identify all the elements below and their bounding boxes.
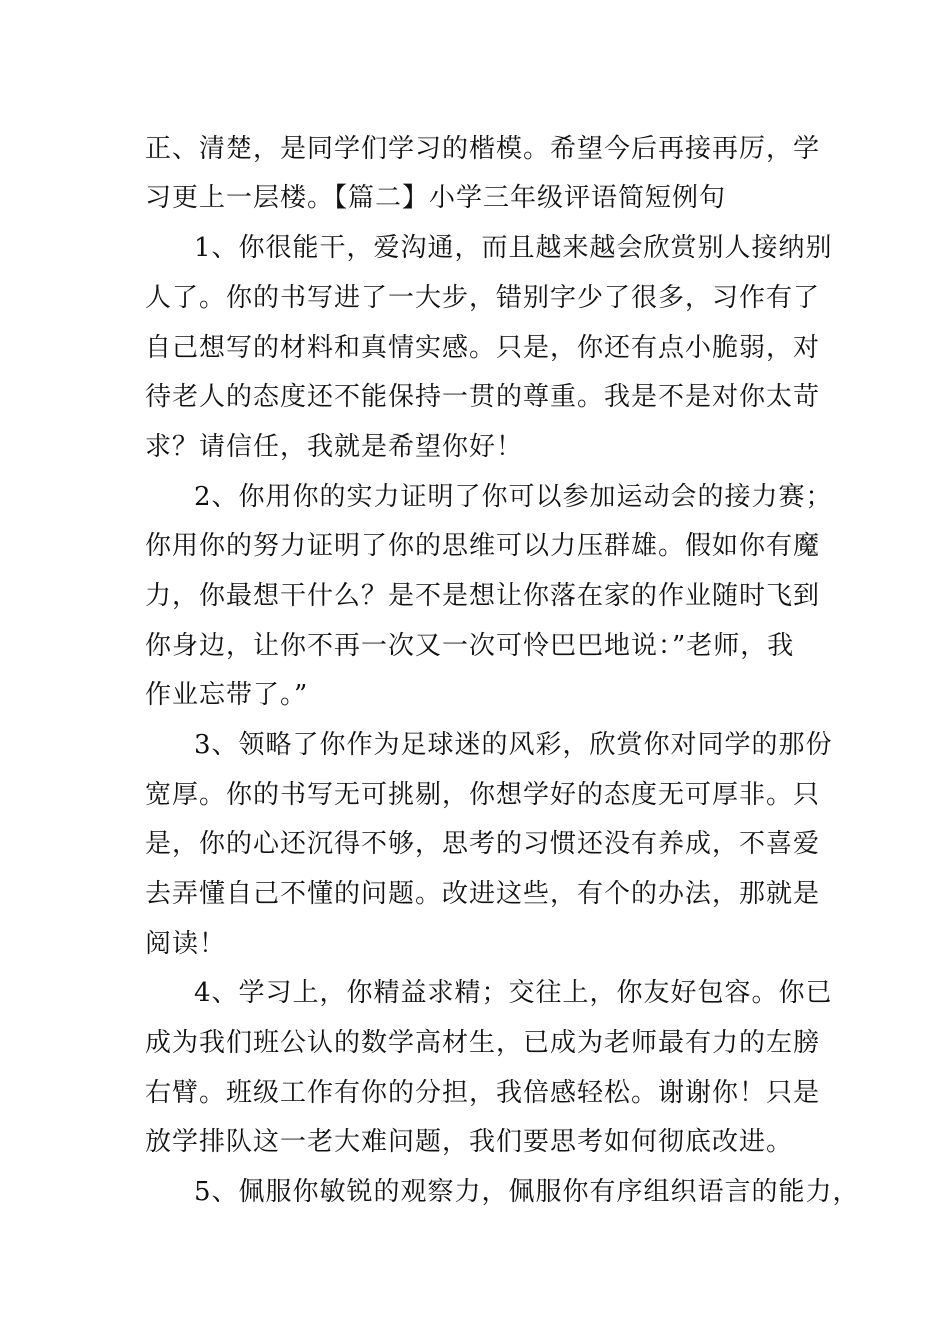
text-line: 阅读！ xyxy=(145,929,227,959)
text-line: 作业忘带了。” xyxy=(145,680,309,710)
text-line: 你身边，让你不再一次又一次可怜巴巴地说：”老师，我 xyxy=(145,631,795,661)
text-line: 求？请信任，我就是希望你好！ xyxy=(145,432,524,462)
paragraph-start-line: 1、你很能干，爱沟通，而且越来越会欣赏别人接纳别 xyxy=(194,233,833,263)
text-line: 去弄懂自己不懂的问题。改进这些，有个的办法，那就是 xyxy=(145,879,821,909)
text-line: 成为我们班公认的数学高材生，已成为老师最有力的左膀 xyxy=(145,1028,821,1058)
text-line: 放学排队这一老大难问题，我们要思考如何彻底改进。 xyxy=(145,1127,794,1157)
text-line: 习更上一层楼。【篇二】小学三年级评语简短例句 xyxy=(145,183,727,213)
text-line: 宽厚。你的书写无可挑剔，你想学好的态度无可厚非。只 xyxy=(145,780,821,810)
text-line: 力，你最想干什么？是不是想让你落在家的作业随时飞到 xyxy=(145,581,821,611)
text-line: 待老人的态度还不能保持一贯的尊重。我是不是对你太苛 xyxy=(145,382,821,412)
paragraph-start-line: 4、学习上，你精益求精；交往上，你友好包容。你已 xyxy=(194,978,833,1008)
text-line: 正、清楚，是同学们学习的楷模。希望今后再接再厉，学 xyxy=(145,134,821,164)
text-line: 右臂。班级工作有你的分担，我倍感轻松。谢谢你！只是 xyxy=(145,1078,821,1108)
paragraph-start-line: 2、你用你的实力证明了你可以参加运动会的接力赛； xyxy=(194,482,833,512)
text-line: 你用你的努力证明了你的思维可以力压群雄。假如你有魔 xyxy=(145,531,821,561)
text-line: 人了。你的书写进了一大步，错别字少了很多，习作有了 xyxy=(145,283,821,313)
text-line: 自己想写的材料和真情实感。只是，你还有点小脆弱，对 xyxy=(145,333,821,363)
text-line: 是，你的心还沉得不够，思考的习惯还没有养成，不喜爱 xyxy=(145,829,821,859)
paragraph-start-line: 3、领略了你作为足球迷的风彩，欣赏你对同学的那份 xyxy=(194,730,833,760)
paragraph-start-line: 5、佩服你敏锐的观察力，佩服你有序组织语言的能力， xyxy=(194,1177,860,1207)
